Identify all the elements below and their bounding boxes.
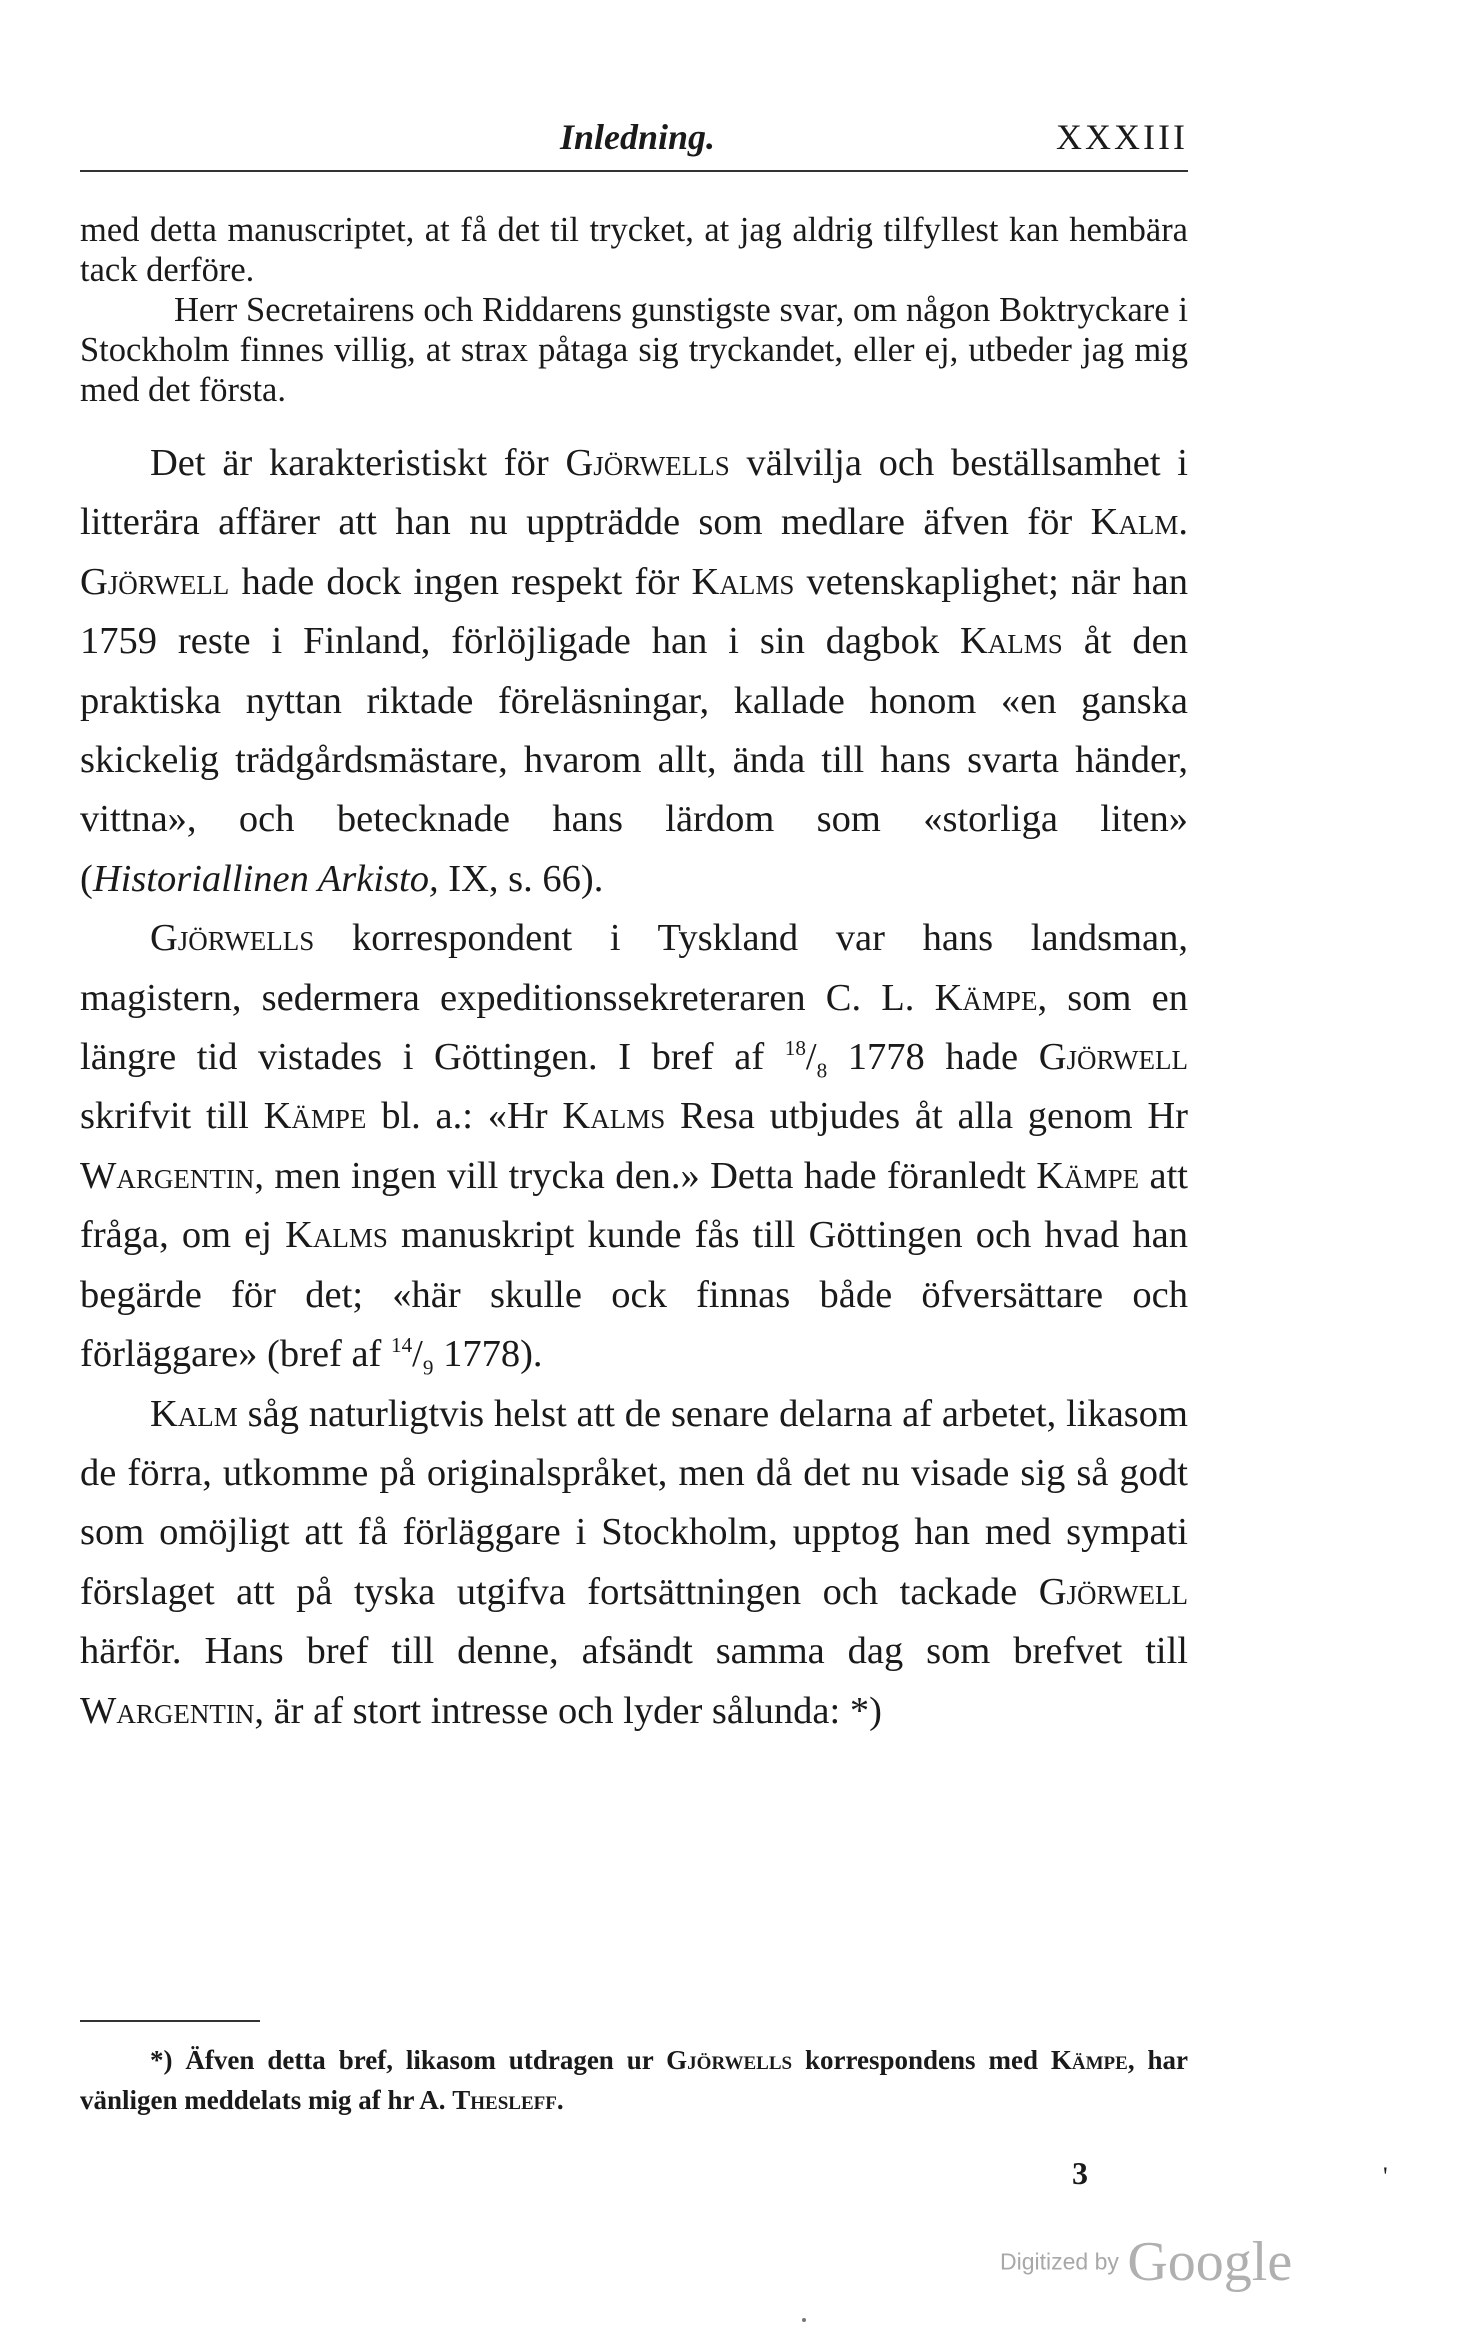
text-run: att fråga, om ej (80, 1154, 1188, 1257)
text-run: korrespondens med (792, 2045, 1051, 2075)
name-small-caps: Gjörwells (565, 442, 730, 484)
header-rule (80, 170, 1188, 172)
name-small-caps: Gjörwell (1038, 1570, 1188, 1613)
name-small-caps: Kalms (285, 1214, 388, 1257)
name-small-caps: Kämpe (934, 976, 1038, 1019)
text-run: Resa utbjudes åt alla genom Hr (665, 1095, 1189, 1138)
name-small-caps: Gjörwells (666, 2045, 793, 2075)
letter-line-1: med detta manuscriptet, at få det til trycket, at jag aldrig tilfyllest kan hembära tack derföre. (80, 211, 1188, 289)
text-run: välvilja och beställsamhet i litterära affärer att han nu uppträdde som medlare äfven för (80, 442, 1188, 544)
stray-mark: ' (1383, 2162, 1388, 2191)
text-run: härför. Hans bref till denne, afsändt samma dag som brefvet till (80, 1630, 1188, 1673)
name-small-caps: Kalms (959, 620, 1063, 663)
paragraph-2: Gjörwells korrespondent i Tyskland var hans landsman, magistern, sedermera expeditionssekreteraren C. L. Kämpe, som en längre tid vistades i Göttingen. I bref af $^{18}/_8$ 1778 hade Gjörwell skrifvit till Kämpe bl. a.: «Hr Kalms Resa utbjudes åt alla genom Hr Wargentin, men ingen vill trycka den.» Detta hade föranledt Kämpe att fråga, om ej Kalms manuskript kunde fås till Göttingen och hvad han begärde för det; «här skulle ock finnas både öfversättare och förläggare» (bref af $^{14}/_9$ 1778). (80, 917, 1189, 1380)
date-day: 14 (391, 1333, 413, 1358)
body-text (80, 210, 1188, 1741)
name-small-caps: Gjörwells (150, 917, 315, 960)
text-run: *) Äfven detta bref, likasom utdragen ur (150, 2045, 667, 2075)
name-small-caps: Kämpe (263, 1095, 367, 1138)
digitized-by-watermark (1000, 2230, 1292, 2294)
text-run: manuskript kunde fås till Göttingen och hvad han begärde för det; «här skulle ock finnas både öfversättare och förläggare» (bref af (80, 1214, 1188, 1376)
date-month: 9 (422, 1355, 434, 1380)
running-header (80, 108, 1188, 158)
name-small-caps: Kalm (1090, 501, 1179, 544)
text-run: 1778). (433, 1333, 543, 1376)
date-month: 8 (816, 1058, 828, 1083)
citation-title: Historiallinen Arkisto, (92, 857, 439, 900)
text-run: såg naturligtvis helst att de senare delarna af arbetet, likasom de förra, utkomme på originalspråket, men då det nu visade sig så godt som omöjligt att få förläggare i Stockholm, upptog han med sympati förslaget att på tyska utgifva fortsättningen och tackade (80, 1392, 1188, 1613)
footnote-text (80, 2040, 1188, 2120)
paragraph-1 (80, 434, 1188, 909)
name-small-caps: Kalm (150, 1392, 238, 1435)
text-run: , men ingen vill trycka den.» Detta hade föranledt (254, 1154, 1037, 1197)
footnote-rule (80, 2020, 260, 2022)
signature-mark: 3 (1072, 2155, 1088, 2191)
name-small-caps: Gjörwell (80, 560, 230, 603)
text-run: , som en längre tid vistades i Göttingen. I bref af (80, 976, 1188, 1079)
scan-speck (802, 2318, 806, 2322)
name-small-caps: Kämpe (1050, 2045, 1128, 2075)
footnote (80, 2040, 1188, 2120)
text-run: , är af stort intresse och lyder sålunda: *) (254, 1689, 882, 1732)
name-small-caps: Kämpe (1036, 1154, 1140, 1197)
text-run: Det är karakteristiskt för (150, 442, 566, 484)
letter-line-2: Herr Secretairens och Riddarens gunstigste svar, om någon Boktryckare i Stockholm finnes villig, at strax påtaga sig tryckandet, eller ej, utbeder jag mig med det första. (80, 291, 1188, 409)
text-run: 1778 hade (827, 1036, 1039, 1079)
text-run: . (1178, 501, 1188, 544)
text-run: åt den praktiska nyttan riktade föreläsningar, kallade honom «en ganska skickelig trädgårdsmästare, hvarom allt, ända till hans svarta händer, vittna», och betecknade hans lärdom som «storliga liten» ( (80, 620, 1189, 900)
name-small-caps: Gjörwell (1038, 1036, 1188, 1079)
paragraph-3 (80, 1385, 1188, 1741)
name-small-caps: Kalms (691, 560, 795, 603)
quoted-letter (80, 210, 1188, 410)
name-small-caps: Wargentin (80, 1154, 255, 1197)
digitized-by-label: Digitized by (1000, 2248, 1119, 2275)
name-small-caps: Thesleff (452, 2085, 557, 2115)
text-run: skrifvit till (80, 1095, 264, 1138)
running-title: Inledning. (560, 117, 716, 157)
text-run: IX, s. 66). (438, 857, 604, 900)
name-small-caps: Wargentin (80, 1689, 255, 1732)
text-run: korrespondent i Tyskland var hans landsman, magistern, sedermera expeditionssekreteraren C. L. (80, 917, 1188, 1019)
main-text (80, 434, 1188, 1741)
text-run: bl. a.: «Hr (366, 1095, 563, 1138)
text-run: , har vänligen meddelats mig af hr A. (80, 2045, 1188, 2115)
page-number: XXXIII (1056, 117, 1188, 157)
name-small-caps: Kalms (562, 1095, 666, 1138)
text-run: vetenskaplighet; när han 1759 reste i Finland, förlöjligade han i sin dagbok (80, 560, 1188, 663)
google-logo: Google (1127, 2231, 1293, 2293)
date-day: 18 (784, 1036, 806, 1061)
text-run: . (556, 2085, 564, 2115)
text-run: hade dock ingen respekt för (229, 560, 692, 603)
